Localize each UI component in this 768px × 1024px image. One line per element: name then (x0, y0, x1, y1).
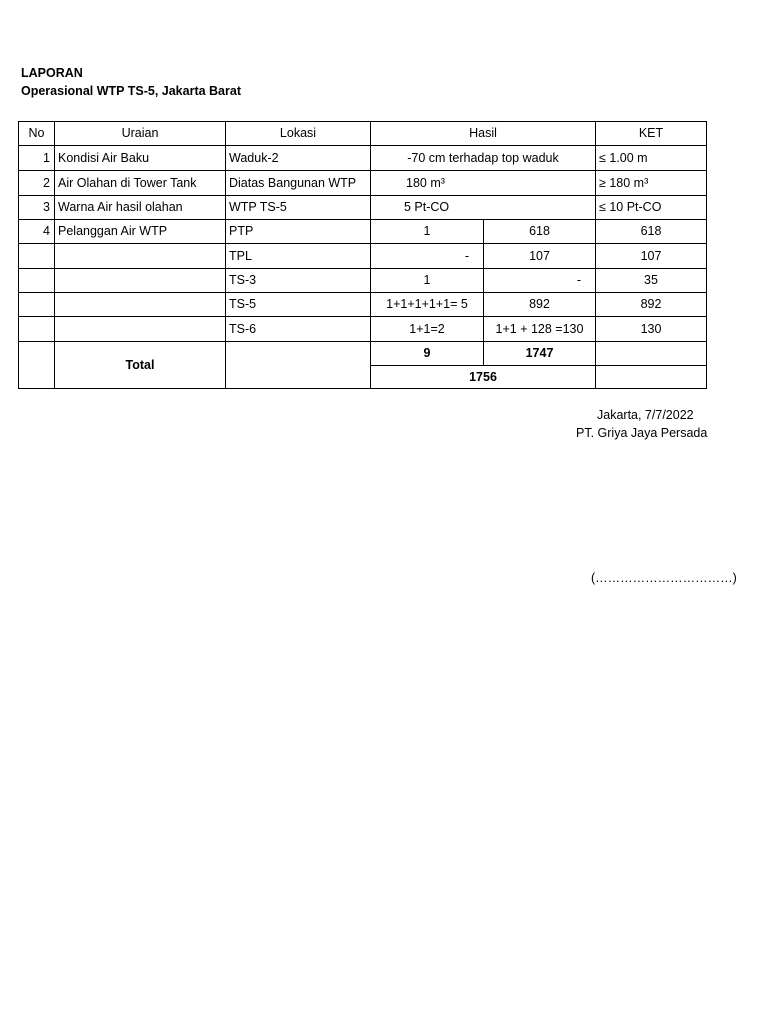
row-no: 2 (43, 175, 50, 190)
row-hasil-b: 1+1 + 128 =130 (495, 321, 584, 336)
row-hasil-b: 892 (529, 297, 550, 312)
row-hasil-a: 1+1+1+1+1= 5 (386, 297, 468, 312)
row-hasil-a: - (464, 248, 469, 263)
row-lokasi: TPL (229, 248, 252, 263)
row-no: 3 (43, 200, 50, 215)
row-lokasi: TS-5 (229, 297, 257, 312)
header-lokasi: Lokasi (279, 126, 317, 141)
header-uraian: Uraian (121, 126, 159, 141)
row-hasil-b: 618 (529, 224, 550, 239)
row-uraian: Pelanggan Air WTP (58, 224, 168, 239)
row-ket: 130 (640, 321, 662, 336)
row-uraian: Air Olahan di Tower Tank (58, 175, 197, 190)
signature-company: PT. Griya Jaya Persada (576, 426, 708, 440)
total-label: Total (125, 357, 155, 372)
row-no: 4 (43, 224, 50, 239)
total-hasil-b: 1747 (525, 346, 554, 361)
row-hasil-a: 1 (423, 273, 431, 288)
row-lokasi: PTP (229, 224, 254, 239)
header-no: No (28, 126, 45, 141)
row-no: 1 (43, 150, 50, 165)
row-hasil-b: 107 (529, 248, 550, 263)
row-lokasi: TS-6 (229, 321, 257, 336)
row-ket: 107 (640, 248, 662, 263)
row-ket: ≤ 10 Pt-CO (599, 200, 662, 215)
report-title: LAPORAN (21, 66, 83, 80)
header-hasil: Hasil (469, 126, 497, 141)
row-hasil: 5 Pt-CO (404, 200, 450, 215)
row-uraian: Kondisi Air Baku (58, 150, 150, 165)
row-hasil-a: 1+1=2 (409, 321, 445, 336)
row-hasil: -70 cm terhadap top waduk (407, 150, 559, 165)
row-hasil: 180 m³ (406, 175, 445, 190)
signature-name-blank: (……………………………) (591, 571, 737, 585)
total-hasil-a: 9 (423, 346, 431, 361)
row-ket: ≤ 1.00 m (599, 150, 648, 165)
grand-total: 1756 (469, 369, 497, 384)
row-lokasi: WTP TS-5 (229, 200, 287, 215)
row-ket: ≥ 180 m³ (599, 175, 649, 190)
header-ket: KET (638, 126, 664, 141)
row-uraian: Warna Air hasil olahan (58, 200, 183, 215)
row-hasil-b: - (576, 273, 581, 288)
row-ket: 35 (644, 273, 658, 288)
row-lokasi: Diatas Bangunan WTP (229, 175, 357, 190)
row-lokasi: TS-3 (229, 273, 257, 288)
row-hasil-a: 1 (423, 224, 431, 239)
row-ket: 892 (640, 297, 662, 312)
signature-place-date: Jakarta, 7/7/2022 (597, 408, 694, 422)
row-ket: 618 (640, 224, 662, 239)
report-subtitle: Operasional WTP TS-5, Jakarta Barat (21, 84, 241, 98)
row-lokasi: Waduk-2 (229, 150, 279, 165)
